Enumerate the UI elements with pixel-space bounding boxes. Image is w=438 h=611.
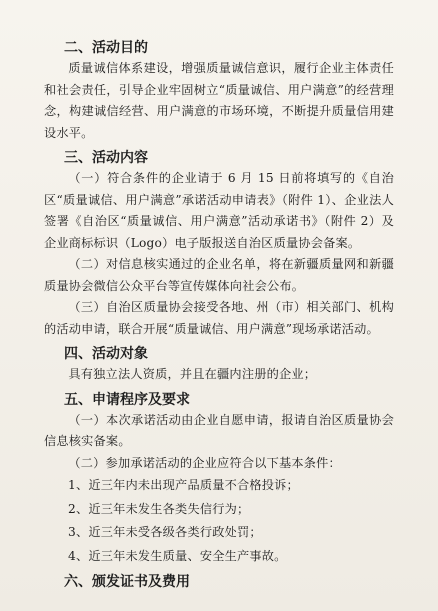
condition-item-4: 4、近三年未发生质量、安全生产事故。 xyxy=(68,548,287,563)
purpose-paragraph: 质量诚信体系建设，增强质量诚信意识，履行企业主体责任和社会责任，引导企业牢固树立“质量诚信、用户满意”的经营理念，构建诚信经营、用户满意的市场环境，不断提升质量信用建设水平。 xyxy=(44,61,394,140)
procedure-paragraph-1: （一）本次承诺活动由企业自愿申请，报请自治区质量协会信息核实备案。 xyxy=(44,412,394,448)
condition-item-3: 3、近三年未受各级各类行政处罚； xyxy=(68,525,262,539)
condition-item-1: 1、近三年内未出现产品质量不合格投诉； xyxy=(68,478,299,492)
section-heading-content: 三、活动内容 xyxy=(64,150,148,166)
content-paragraph-3: （三）自治区质量协会接受各地、州（市）相关部门、机构的活动申请，联合开展“质量诚信、用户满意”现场承诺活动。 xyxy=(44,300,394,336)
condition-item-2: 2、近三年未发生各类失信行为； xyxy=(68,501,250,516)
procedure-paragraph-2: （二）参加承诺活动的企业应符合以下基本条件： xyxy=(68,455,341,470)
section-heading-procedure: 五、申请程序及要求 xyxy=(64,391,190,408)
section-heading-purpose: 二、活动目的 xyxy=(64,40,148,56)
content-paragraph-2: （二）对信息核实通过的企业名单，将在新疆质量网和新疆质量协会微信公众平台等宣传媒体向社会公布。 xyxy=(44,257,394,293)
section-heading-certificate: 六、颁发证书及费用 xyxy=(64,574,190,590)
section-heading-target: 四、活动对象 xyxy=(64,346,148,362)
content-paragraph-1: （一）符合条件的企业请于 6 月 15 日前将填写的《自治区“质量诚信、用户满意”承诺活动申请表》（附件 1）、企业法人签署《自治区“质量诚信、用户满意”活动承诺书》（附件 2）及企业商标标识（Logo）电子版报送自治区质量协会备案。 xyxy=(44,171,394,250)
target-paragraph: 具有独立法人资质，并且在疆内注册的企业； xyxy=(68,367,317,381)
